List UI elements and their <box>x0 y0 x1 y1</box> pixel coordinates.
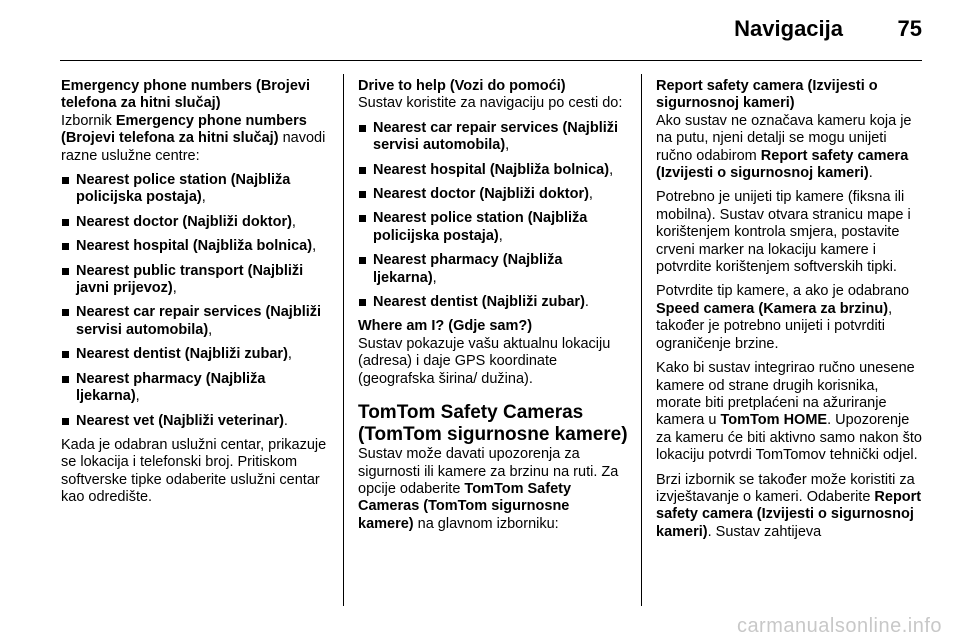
list-item: Nearest police station (Najbliža policijska postaja), <box>61 172 333 207</box>
paragraph: Brzi izbornik se također može koristiti za izvještavanje o kameri. Odaberite Report safety camera (Izvijesti o sigurnosnoj kameri). Sustav zahtijeva <box>656 471 922 540</box>
emergency-outro: Kada je odabran uslužni centar, prikazuje se lokacija i telefonski broj. Pritiskom softverske tipke odaberite uslužni centar kao odredište. <box>61 436 327 506</box>
emergency-heading: Emergency phone numbers (Brojevi telefona za hitni slučaj) <box>61 78 310 112</box>
drive-to-help-heading: Drive to help (Vozi do pomoći) <box>358 78 566 94</box>
safety-cameras-intro: Sustav može davati upozorenja za sigurnosti ili kamere za brzinu na ruti. Za opcije odaberite TomTom Safety Cameras (TomTom sigurnosne kamere) na glavnom izborniku: <box>358 446 619 532</box>
where-am-i-text: Sustav pokazuje vašu aktualnu lokaciju (adresa) i daje GPS koordinate (geografska širina/ dužina). <box>358 335 611 387</box>
paragraph: Potrebno je unijeti tip kamere (fiksna ili mobilna). Sustav otvara stranicu mape i korištenjem kontrola smjera, postavite crveni marker na lokaciju kamere i potvrdite korištenjem softverskih tipki. <box>656 189 911 276</box>
paragraph: Potvrdite tip kamere, a ako je odabrano Speed camera (Kamera za brzinu), također je potrebno unijeti i potvrditi ograničenje brzine. <box>656 283 910 352</box>
list-item: Nearest dentist (Najbliži zubar). <box>358 294 628 311</box>
where-am-i-heading: Where am I? (Gdje sam?) <box>358 318 533 335</box>
list-item: Nearest car repair services (Najbliži servisi automobila), <box>358 120 628 155</box>
list-item: Nearest doctor (Najbliži doktor), <box>61 214 333 231</box>
paragraph: Kako bi sustav integrirao ručno unesene kamere od strane drugih korisnika, morate biti pretplaćeni na ažuriranje kamera u TomTom HOME. Upozorenje za kameru će biti aktivno samo nakon što lokaciju potvrdi TomTomov tehnički odjel. <box>656 360 922 464</box>
drive-to-help-list <box>358 120 628 312</box>
list-item: Nearest vet (Najbliži veterinar). <box>61 413 333 430</box>
drive-to-help-intro: Sustav koristite za navigaciju po cesti do: <box>358 95 623 112</box>
list-item: Nearest doctor (Najbliži doktor), <box>358 186 628 203</box>
emergency-intro: Izbornik Emergency phone numbers (Brojevi telefona za hitni slučaj) navodi razne uslužne centre: <box>61 112 326 164</box>
report-camera-heading: Report safety camera (Izvijesti o sigurnosnoj kameri) <box>656 78 878 112</box>
list-item: Nearest pharmacy (Najbliža ljekarna), <box>358 252 628 287</box>
list-item: Nearest hospital (Najbliža bolnica), <box>358 162 628 179</box>
list-item: Nearest dentist (Najbliži zubar), <box>61 346 333 363</box>
header-rule <box>60 60 922 61</box>
column-divider-2 <box>641 74 642 606</box>
page-number: 75 <box>897 16 922 41</box>
section-title-safety-cameras: TomTom Safety Cameras (TomTom sigurnosne kamere) <box>358 402 628 446</box>
watermark: carmanualsonline.info <box>736 615 942 637</box>
list-item: Nearest hospital (Najbliža bolnica), <box>61 238 333 255</box>
emergency-list <box>61 172 333 430</box>
paragraph: Ako sustav ne označava kameru koja je na putu, njeni detalji se mogu unijeti ručno odabirom Report safety camera (Izvijesti o sigurnosnoj kameri). <box>656 112 912 182</box>
column-2 <box>358 78 628 540</box>
list-item: Nearest public transport (Najbliži javni prijevoz), <box>61 263 333 298</box>
column-1 <box>61 78 333 514</box>
list-item: Nearest police station (Najbliža policijska postaja), <box>358 210 628 245</box>
page-header <box>0 0 960 62</box>
list-item: Nearest pharmacy (Najbliža ljekarna), <box>61 371 333 406</box>
page-title: Navigacija <box>734 16 843 41</box>
column-3 <box>656 78 926 548</box>
column-divider-1 <box>343 74 344 606</box>
list-item: Nearest car repair services (Najbliži servisi automobila), <box>61 304 333 339</box>
